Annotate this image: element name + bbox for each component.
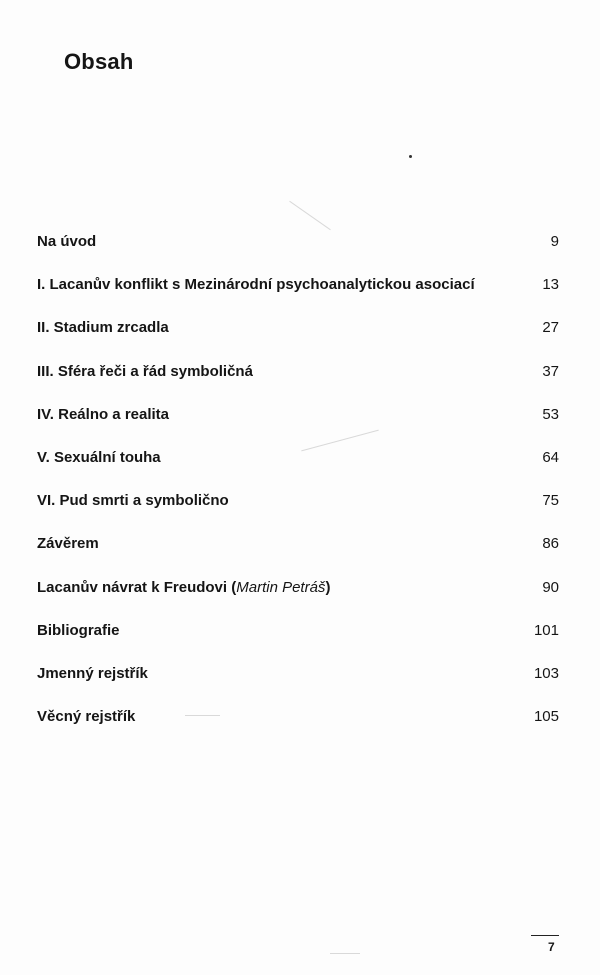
toc-item-page: 105 — [533, 708, 559, 726]
page-title: Obsah — [64, 48, 134, 74]
toc-item[interactable] — [37, 707, 559, 750]
toc-item-title: Závěrem — [37, 535, 99, 553]
toc-item-title — [37, 578, 330, 598]
toc-item-title: Věcný rejstřík — [37, 708, 136, 726]
toc-item-title: II. Stadium zrcadla — [37, 319, 169, 337]
toc-item-title: VI. Pud smrti a symbolično — [37, 492, 229, 510]
toc-item[interactable] — [37, 232, 559, 275]
toc-item[interactable] — [37, 621, 559, 664]
toc-item-title: III. Sféra řeči a řád symboličná — [37, 362, 253, 380]
toc-item-page: 103 — [533, 664, 559, 682]
toc-item-title: Bibliografie — [37, 621, 120, 639]
toc-item-author: Martin Petráš — [236, 578, 326, 596]
toc-item-title-text: Lacanův návrat k Freudovi ( — [37, 578, 237, 596]
toc-item-title: I. Lacanův konflikt s Mezinárodní psychoanalytickou asociací — [37, 276, 475, 294]
toc-item-title: IV. Reálno a realita — [37, 405, 170, 423]
toc-item[interactable] — [37, 534, 559, 577]
scan-scratch — [330, 953, 360, 954]
toc-item[interactable] — [37, 275, 559, 318]
toc-item-page: 13 — [542, 276, 559, 294]
toc-item[interactable] — [37, 318, 559, 361]
toc-item-page: 9 — [550, 233, 559, 250]
toc-item[interactable] — [37, 448, 559, 491]
toc-item-page: 37 — [542, 362, 559, 380]
toc-item[interactable] — [37, 578, 559, 621]
toc-item-title: Na úvod — [37, 233, 97, 250]
toc-item-title-close: ) — [325, 578, 331, 596]
page-number-rule — [531, 935, 559, 936]
table-of-contents — [37, 232, 559, 750]
toc-item[interactable] — [37, 664, 559, 707]
scan-scratch — [289, 201, 331, 230]
toc-item-page: 27 — [542, 319, 559, 337]
toc-item-page: 86 — [542, 535, 559, 553]
page-number: 7 — [548, 940, 555, 954]
toc-item[interactable] — [37, 362, 559, 405]
toc-item-page: 75 — [542, 492, 559, 510]
toc-item-title: V. Sexuální touha — [37, 448, 161, 466]
scan-speck — [409, 155, 412, 158]
toc-item[interactable] — [37, 491, 559, 534]
toc-item[interactable] — [37, 405, 559, 448]
toc-item-title: Jmenný rejstřík — [37, 664, 148, 682]
toc-item-page: 101 — [533, 621, 559, 639]
toc-item-page: 90 — [542, 578, 559, 596]
toc-item-page: 53 — [542, 405, 559, 423]
toc-item-page: 64 — [542, 448, 559, 466]
